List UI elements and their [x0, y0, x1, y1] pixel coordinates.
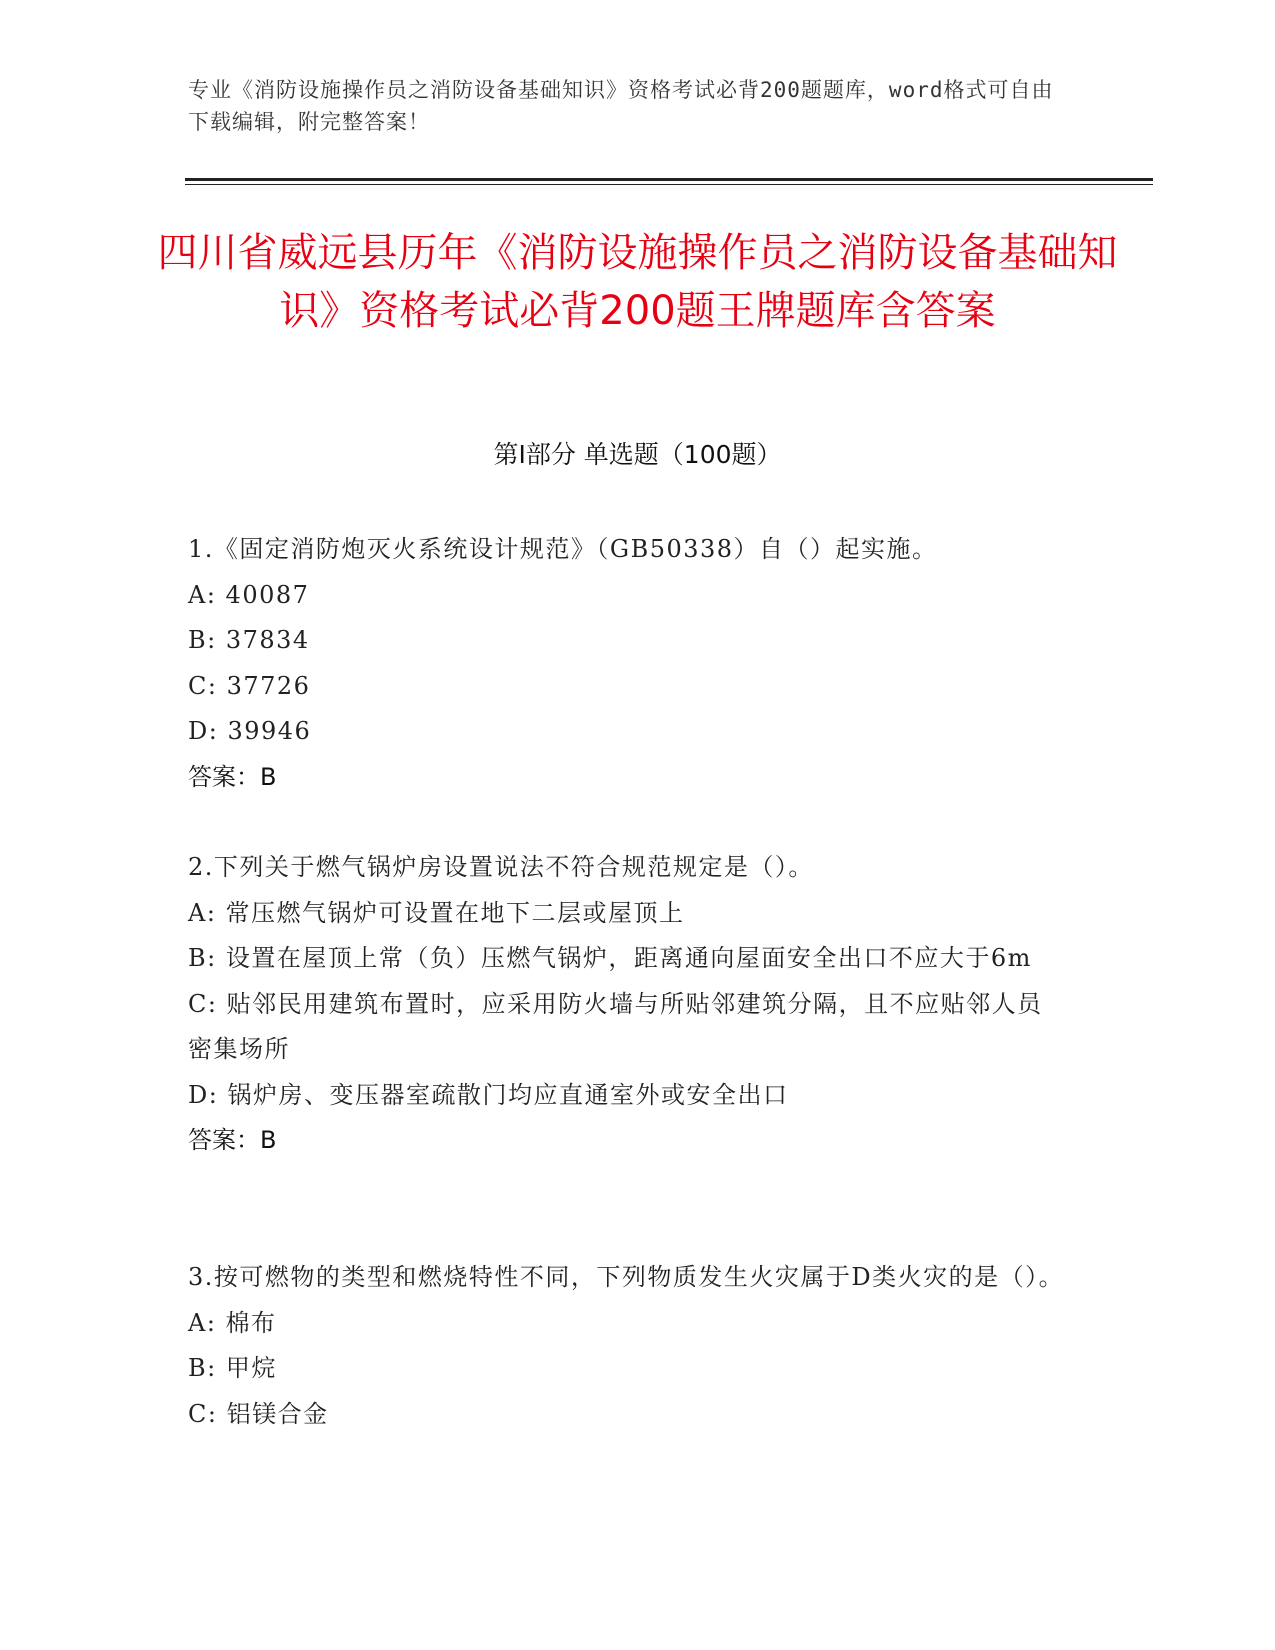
header-divider-thick	[185, 178, 1153, 181]
question-stem: 2.下列关于燃气锅炉房设置说法不符合规范规定是（）。	[188, 853, 814, 881]
option-b: B: 37834	[188, 626, 310, 654]
header-divider-thin	[185, 184, 1153, 185]
question-2	[188, 845, 1068, 1164]
option-d: D: 39946	[188, 717, 312, 745]
answer-line: 答案：B	[188, 1126, 277, 1154]
section-heading: 第Ⅰ部分 单选题（100题）	[493, 440, 782, 469]
option-d: D: 锅炉房、变压器室疏散门均应直通室外或安全出口	[188, 1080, 789, 1109]
document-title: 四川省威远县历年《消防设施操作员之消防设备基础知识》资格考试必背200题王牌题库含答案	[157, 230, 1118, 334]
option-a: A: 常压燃气锅炉可设置在地下二层或屋顶上	[188, 898, 685, 927]
option-a: A: 40087	[188, 580, 310, 609]
answer-line: 答案：B	[188, 762, 277, 791]
question-stem: 3.按可燃物的类型和燃烧特性不同，下列物质发生火灾属于D类火灾的是（）。	[188, 1263, 1065, 1291]
option-b: B: 设置在屋顶上常（负）压燃气锅炉，距离通向屋面安全出口不应大于6m	[188, 944, 1032, 972]
question-1	[188, 527, 1068, 800]
option-c: C: 37726	[188, 671, 311, 700]
question-stem: 1.《固定消防炮灭火系统设计规范》（GB50338）自（）起实施。	[188, 535, 938, 563]
header-note: 专业《消防设施操作员之消防设备基础知识》资格考试必背200题题库，word格式可自由下载编辑，附完整答案！	[188, 78, 1054, 134]
option-c: C: 铝镁合金	[188, 1399, 329, 1428]
option-b: B: 甲烷	[188, 1354, 277, 1382]
option-c: C: 贴邻民用建筑布置时，应采用防火墙与所贴邻建筑分隔，且不应贴邻人员密集场所	[188, 989, 1043, 1063]
option-a: A: 棉布	[188, 1308, 277, 1337]
question-3	[188, 1255, 1068, 1437]
